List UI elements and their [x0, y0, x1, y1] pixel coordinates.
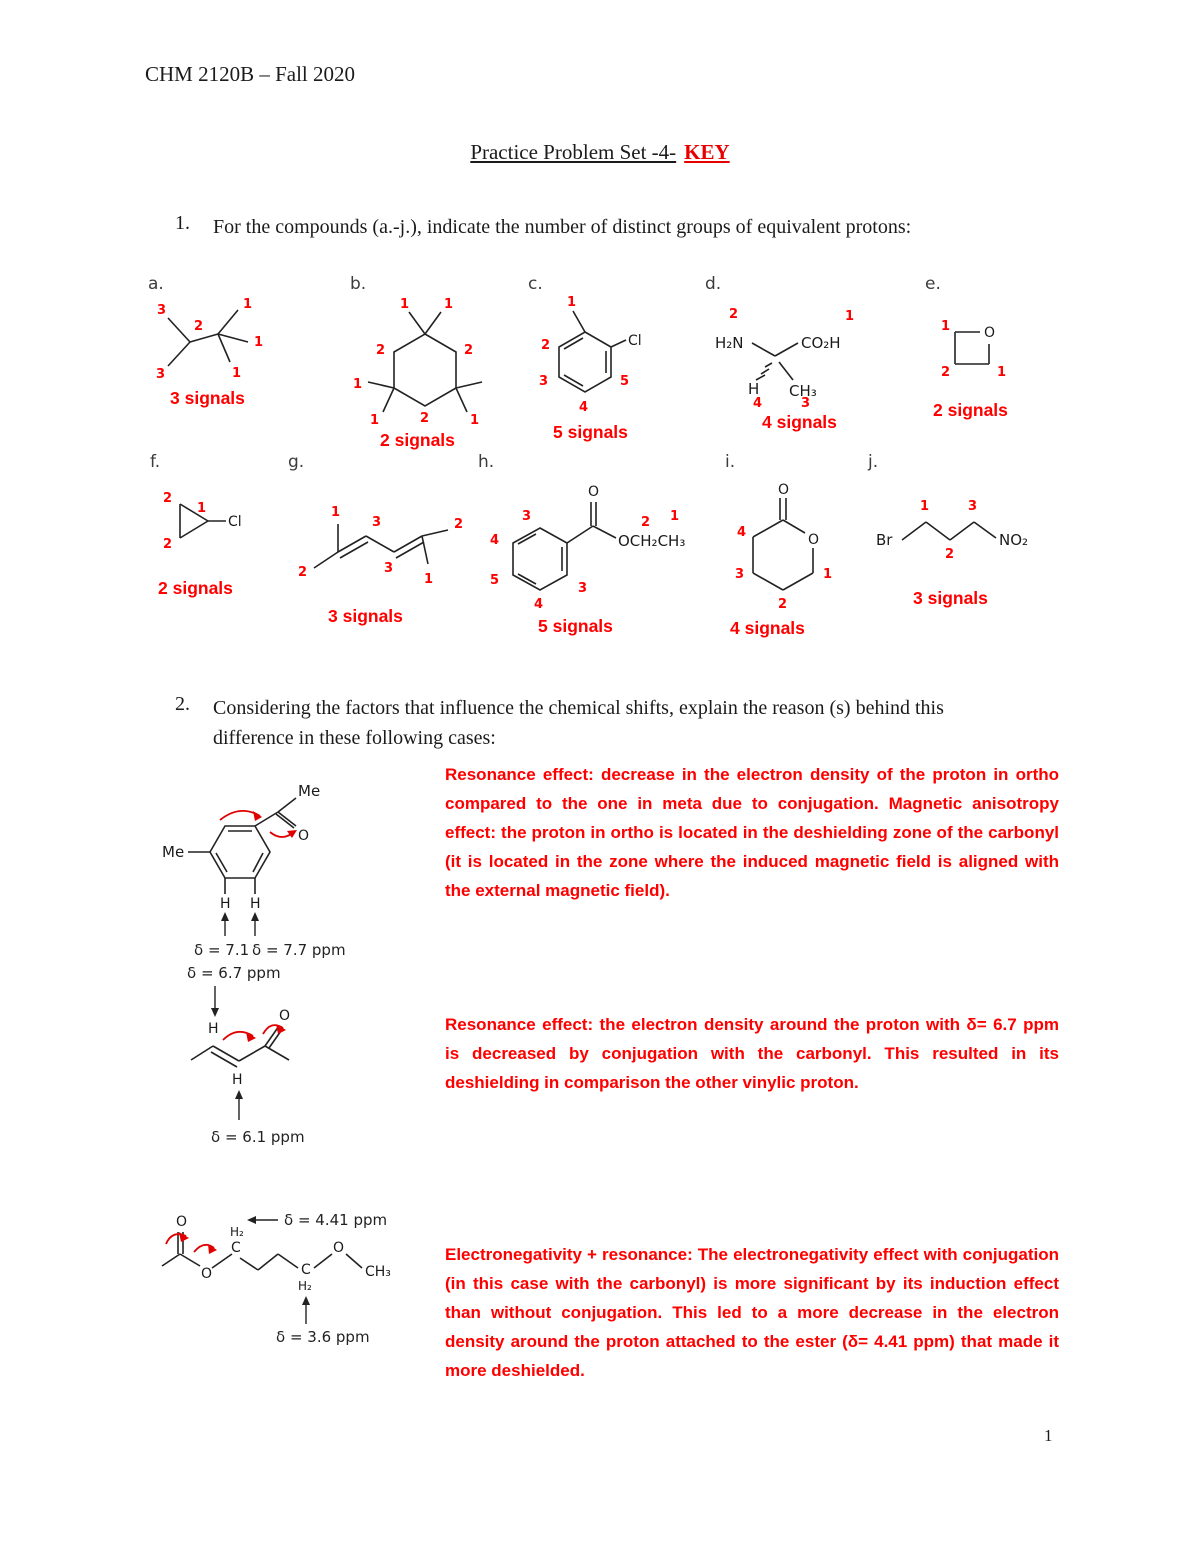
atom-label-o: O — [588, 484, 600, 500]
atom-label-h2-top: H₂ — [230, 1225, 244, 1239]
proton-num: 1 — [997, 365, 1007, 380]
proton-num: 1 — [470, 413, 480, 426]
shift-arrow-bottom — [235, 1090, 243, 1120]
structure-b — [350, 296, 500, 426]
bonds-d — [752, 343, 798, 380]
structure-c — [528, 296, 643, 418]
proton-num: 1 — [331, 505, 341, 520]
atom-label-o: O — [984, 325, 996, 341]
shift-arrow-441 — [247, 1216, 278, 1224]
compound-c-label: c. — [528, 274, 543, 294]
atom-label-h-bottom: H — [232, 1072, 243, 1088]
bonds-g — [314, 524, 448, 568]
compound-i-signals: 4 signals — [730, 618, 805, 638]
compound-j-label: j. — [868, 452, 879, 472]
bonds-c — [559, 311, 626, 392]
atom-label-o: O — [298, 828, 310, 844]
shift-label-441: δ = 4.41 ppm — [284, 1211, 388, 1229]
proton-num: 4 — [753, 396, 763, 408]
compound-e-label: e. — [925, 274, 941, 294]
atom-label-c-bottom: C — [301, 1262, 311, 1278]
proton-num: 2 — [163, 491, 173, 506]
proton-num: 2 — [376, 343, 386, 358]
structure-d — [705, 296, 880, 408]
compound-h-signals: 5 signals — [538, 616, 613, 636]
proton-num: 1 — [567, 296, 577, 310]
proton-num: 4 — [737, 525, 747, 540]
compound-e-signals: 2 signals — [933, 400, 1008, 420]
title-key: KEY — [684, 140, 730, 164]
case1-svg — [148, 768, 398, 960]
proton-num: 5 — [620, 374, 630, 389]
atom-label-o-carbonyl: O — [778, 482, 790, 498]
compound-d — [705, 274, 895, 433]
shift-label-36: δ = 3.6 ppm — [276, 1328, 370, 1346]
atom-label-h: H — [748, 380, 760, 398]
compound-g-label: g. — [288, 452, 305, 472]
proton-num: 3 — [735, 567, 745, 582]
atom-label-ch3: CH₃ — [365, 1264, 391, 1280]
proton-num: 1 — [920, 499, 930, 514]
case3-explanation: Electronegativity + resonance: The electronegativity effect with conjugation (in this case with the carbonyl) is more significant by its induction effect than without conjugation. This led to a more decrease in the electron density around the proton attached to the ester (δ= 4.41 ppm) that made it more deshielded. — [445, 1245, 1059, 1380]
proton-num: 4 — [490, 533, 500, 548]
atom-label-h2-bottom: H₂ — [298, 1279, 312, 1293]
proton-num: 2 — [541, 338, 551, 353]
case2-structure — [165, 962, 395, 1158]
shift-arrow-top — [211, 986, 219, 1017]
proton-num: 2 — [641, 515, 651, 530]
structure-h — [478, 474, 710, 612]
proton-num: 3 — [801, 396, 811, 408]
document-title — [0, 140, 1200, 165]
atom-label-h-left: H — [220, 896, 231, 912]
compound-h-label: h. — [478, 452, 495, 472]
atom-label-cl: Cl — [228, 514, 242, 530]
bonds-case3 — [162, 1232, 362, 1270]
proton-num: 2 — [420, 411, 430, 426]
atom-label-br: Br — [876, 531, 893, 549]
q1-number: 1. — [175, 212, 190, 234]
proton-num: 1 — [243, 297, 253, 312]
compound-f-signals: 2 signals — [158, 578, 233, 598]
case1-explanation: Resonance effect: decrease in the electron density of the proton in ortho compared to the one in meta due to conjugation. Magnetic anisotropy effect: the proton in ortho is located in the deshielding zone of the carbonyl (it is located in the zone where the induced magnetic field is aligned with the external magnetic field). — [445, 765, 1059, 900]
proton-num: 2 — [945, 547, 955, 562]
q2-prompt: Considering the factors that influence the chemical shifts, explain the reason (s) behind this difference in these following cases: — [213, 697, 944, 749]
resonance-arrows — [223, 1024, 286, 1042]
atom-label-h2n: H₂N — [715, 334, 744, 352]
resonance-arrows — [166, 1232, 217, 1254]
atom-label-o: O — [279, 1008, 291, 1024]
proton-num: 1 — [424, 572, 434, 587]
proton-num: 1 — [670, 509, 680, 524]
atom-label-me-top: Me — [298, 782, 321, 800]
proton-num: 3 — [522, 509, 532, 524]
compound-g-signals: 3 signals — [328, 606, 403, 626]
compound-f-label: f. — [150, 452, 161, 472]
proton-num: 3 — [156, 367, 166, 382]
proton-num: 1 — [845, 309, 855, 324]
compound-d-label: d. — [705, 274, 722, 294]
proton-num: 1 — [370, 413, 380, 426]
compound-b-label: b. — [350, 274, 367, 294]
compound-c — [528, 274, 668, 443]
proton-num: 3 — [157, 303, 167, 318]
case3-structure — [148, 1190, 428, 1350]
compound-a — [148, 274, 298, 409]
compound-j-signals: 3 signals — [913, 588, 988, 608]
bonds-b — [368, 312, 482, 412]
shift-label-77: δ = 7.7 ppm — [252, 941, 346, 959]
shift-arrows — [221, 912, 259, 936]
proton-num: 2 — [163, 537, 173, 552]
compound-j — [868, 452, 1068, 609]
structure-f — [150, 474, 258, 574]
compound-c-signals: 5 signals — [553, 422, 628, 442]
proton-num: 1 — [254, 335, 264, 350]
structure-g — [288, 474, 466, 602]
proton-num: 1 — [444, 297, 454, 312]
bonds-i — [753, 498, 813, 590]
atom-label-o-ether: O — [333, 1240, 345, 1256]
shift-label-67: δ = 6.7 ppm — [187, 964, 281, 982]
course-header: CHM 2120B – Fall 2020 — [145, 62, 356, 86]
atom-label-h-top: H — [208, 1021, 219, 1037]
proton-num: 1 — [353, 377, 363, 392]
atom-label-ester: OCH₂CH₃ — [618, 532, 686, 550]
proton-num: 4 — [579, 400, 589, 415]
structure-j — [868, 474, 1058, 584]
atom-label-me-left: Me — [162, 843, 185, 861]
q1-prompt: For the compounds (a.-j.), indicate the number of distinct groups of equivalent protons: — [213, 216, 912, 238]
proton-num: 1 — [823, 567, 833, 582]
case2-explanation: Resonance effect: the electron density around the proton with δ= 6.7 ppm is decreased by conjugation with the carbonyl. This resulted in its deshielding in comparison the other vinylic proton. — [445, 1015, 1059, 1092]
structure-e — [925, 296, 1025, 396]
compound-i — [725, 452, 855, 639]
bonds-a — [168, 310, 248, 366]
compound-a-signals: 3 signals — [170, 388, 245, 408]
proton-num: 2 — [778, 597, 788, 612]
atom-label-o-ester: O — [201, 1266, 213, 1282]
proton-num: 5 — [490, 573, 500, 588]
proton-num: 2 — [454, 517, 464, 532]
structure-a — [148, 296, 280, 384]
atom-label-c-top: C — [231, 1240, 241, 1256]
page-number: 1 — [1044, 1426, 1053, 1445]
proton-num: 2 — [941, 365, 951, 380]
bonds-j — [902, 522, 996, 540]
shift-arrow-36 — [302, 1296, 310, 1324]
compound-i-label: i. — [725, 452, 736, 472]
proton-num: 3 — [578, 581, 588, 596]
shift-label-61: δ = 6.1 ppm — [211, 1128, 305, 1146]
compound-e — [925, 274, 1045, 421]
shift-label-71: δ = 7.1 — [194, 941, 250, 959]
proton-num: 1 — [941, 319, 951, 334]
case3-svg — [148, 1190, 428, 1350]
atom-label-no2: NO₂ — [999, 531, 1029, 549]
compound-a-label: a. — [148, 274, 164, 294]
proton-num: 3 — [384, 561, 394, 576]
atom-label-cl: Cl — [628, 333, 642, 349]
compound-g — [288, 452, 478, 627]
proton-num: 1 — [232, 366, 242, 381]
proton-num: 4 — [534, 597, 544, 612]
atom-label-o-ring: O — [808, 532, 820, 548]
proton-num: 1 — [400, 297, 410, 312]
proton-num: 2 — [194, 319, 204, 334]
proton-num: 3 — [968, 499, 978, 514]
atom-label-ch3: CH₃ — [789, 382, 817, 400]
proton-num: 2 — [298, 565, 308, 580]
proton-num: 3 — [372, 515, 382, 530]
compound-d-signals: 4 signals — [762, 412, 837, 432]
atom-label-o-carbonyl: O — [176, 1214, 188, 1230]
compound-f — [150, 452, 280, 599]
compound-b-signals: 2 signals — [380, 430, 455, 450]
case1-structure — [148, 768, 398, 960]
compound-b — [350, 274, 510, 451]
atom-label-co2h: CO₂H — [801, 334, 841, 352]
q2-number: 2. — [175, 693, 190, 715]
case2-svg — [165, 962, 395, 1158]
proton-num: 2 — [729, 307, 739, 322]
proton-num: 3 — [539, 374, 549, 389]
title-text: Practice Problem Set -4- — [470, 140, 677, 164]
bonds-case1 — [188, 798, 296, 894]
structure-i — [725, 474, 843, 614]
atom-label-h-right: H — [250, 896, 261, 912]
proton-num: 1 — [197, 501, 207, 516]
proton-num: 2 — [464, 343, 474, 358]
compound-h — [478, 452, 718, 637]
